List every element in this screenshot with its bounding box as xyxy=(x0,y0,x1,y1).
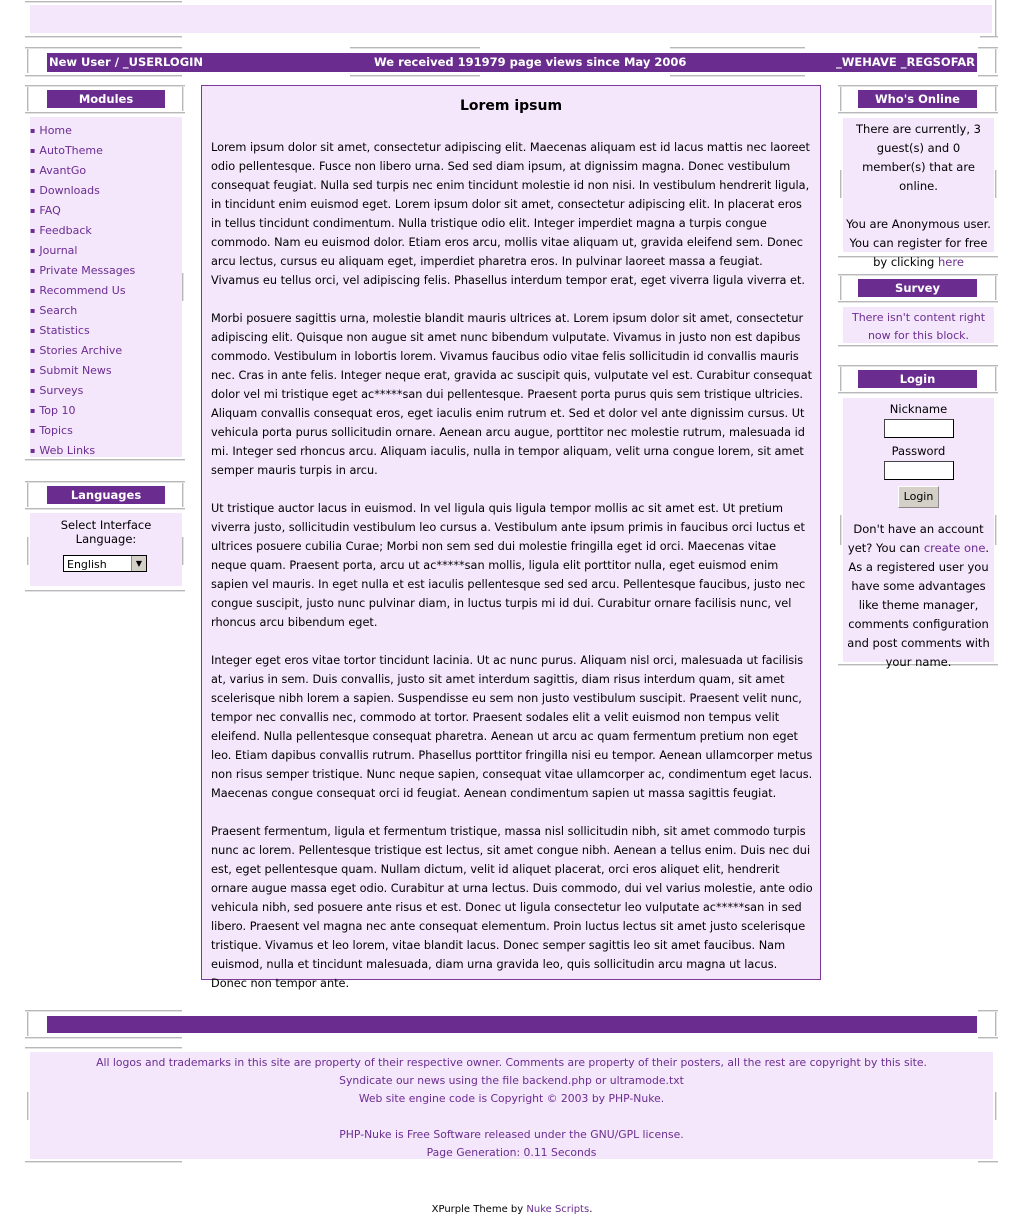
frame-line xyxy=(182,87,184,111)
frame-line xyxy=(838,345,998,347)
login-title: Login xyxy=(858,370,977,388)
bullet-icon: ▪ xyxy=(30,386,36,395)
chevron-down-icon[interactable]: ▼ xyxy=(131,556,146,571)
bullet-icon: ▪ xyxy=(30,266,36,275)
frame-line xyxy=(995,87,997,111)
frame-line xyxy=(25,1010,182,1012)
module-link[interactable]: Web Links xyxy=(39,444,96,457)
frame-line xyxy=(27,1092,29,1120)
footer-copyright-line: All logos and trademarks in this site are property of their respective owner. Comments are property of their posters, all the rest are copyright by this site. xyxy=(96,1056,927,1069)
frame-line xyxy=(995,1092,997,1120)
module-link[interactable]: Top 10 xyxy=(39,404,76,417)
module-item-surveys[interactable] xyxy=(30,381,182,401)
nickname-input[interactable] xyxy=(884,419,954,438)
frame-line xyxy=(182,483,184,507)
modules-list xyxy=(30,117,182,457)
bullet-icon: ▪ xyxy=(30,446,36,455)
bullet-icon: ▪ xyxy=(30,326,36,335)
frame-line xyxy=(670,47,805,49)
module-item-topics[interactable] xyxy=(30,421,182,441)
frame-line xyxy=(25,36,182,38)
bullet-icon: ▪ xyxy=(30,426,36,435)
languages-box xyxy=(30,513,182,586)
account-info-text xyxy=(843,508,994,672)
language-select-value: English xyxy=(67,558,107,571)
frame-line xyxy=(840,515,842,545)
nuke-scripts-link[interactable]: Nuke Scripts xyxy=(526,1204,590,1215)
bullet-icon: ▪ xyxy=(30,206,36,215)
module-item-faq[interactable] xyxy=(30,201,182,221)
module-link[interactable]: FAQ xyxy=(39,204,61,217)
bullet-icon: ▪ xyxy=(30,366,36,375)
module-item-avantgo[interactable] xyxy=(30,161,182,181)
module-link[interactable]: Private Messages xyxy=(39,264,136,277)
anonymous-text xyxy=(843,215,994,272)
frame-line xyxy=(840,276,842,300)
credit-suffix: . xyxy=(589,1204,593,1215)
language-select[interactable] xyxy=(63,555,147,572)
footer-bar xyxy=(47,1016,977,1033)
frame-line xyxy=(978,1037,998,1039)
module-item-home[interactable] xyxy=(30,121,182,141)
account-text-1: Don't have an account yet? You can xyxy=(847,522,984,555)
frame-line xyxy=(995,515,997,545)
frame-line xyxy=(27,1012,29,1036)
header-bar xyxy=(47,53,977,72)
frame-line xyxy=(27,483,29,507)
frame-line xyxy=(838,112,998,114)
frame-line xyxy=(670,75,805,77)
article-paragraph: Morbi posuere sagittis urna, molestie blandit mauris ultrices at. Lorem ipsum dolor sit amet, consectetur adipiscing elit. Quisque non augue sit amet nunc bibendum vulputate. Vivamus in justo non est dapibus commodo. Vestibulum in lobortis lorem. Vivamus faucibus odio vitae felis sollicitudin id convallis mauris nec. Cras in ante felis. Integer neque erat, gravida ac suscipit quis, vulputate vel est. Curabitur consequat dolor vel mi tristique eget ac*****san dui pellentesque. Praesent porta purus quis sem tristique ultricies. Aliquam convallis consequat eros, eget iaculis enim rutrum et. Sed et dolor vel ante dignissim cursus. Ut vehicula porta purus sollicitudin ornare. Aenean arcu augue, porttitor nec molestie rutrum, malesuada id mi. Integer sed rhoncus arcu. Aliquam iaculis, nulla in tempor aliquam, velit urna congue lorem, sit amet semper mauris turpis in arcu. xyxy=(211,312,813,477)
module-link[interactable]: AutoTheme xyxy=(39,144,103,157)
footer-license-line[interactable]: PHP-Nuke is Free Software released under the GNU/GPL license. xyxy=(339,1128,684,1141)
bullet-icon: ▪ xyxy=(30,166,36,175)
nickname-label: Nickname xyxy=(889,402,948,416)
top-banner xyxy=(30,5,992,33)
module-link[interactable]: Topics xyxy=(39,424,73,437)
frame-line xyxy=(25,508,185,510)
module-item-downloads[interactable] xyxy=(30,181,182,201)
frame-line xyxy=(838,392,998,394)
module-item-recommend-us[interactable] xyxy=(30,281,182,301)
module-item-feedback[interactable] xyxy=(30,221,182,241)
bullet-icon: ▪ xyxy=(30,346,36,355)
bullet-icon: ▪ xyxy=(30,126,36,135)
frame-line xyxy=(182,537,184,565)
frame-line xyxy=(25,1047,182,1049)
module-link[interactable]: Stories Archive xyxy=(39,344,123,357)
frame-line xyxy=(25,75,182,77)
module-item-statistics[interactable] xyxy=(30,321,182,341)
bullet-icon: ▪ xyxy=(30,186,36,195)
theme-credit xyxy=(0,1204,1024,1215)
article-paragraph: Lorem ipsum dolor sit amet, consectetur adipiscing elit. Maecenas aliquam est id lacus mattis nec laoreet odio pellentesque. Fusce non libero urna. Sed sed diam ipsum, at dignissim magna. Donec vestibulum consequat feugiat. Nulla sed turpis nec enim tincidunt molestie id non nisi. In vestibulum hendrerit ligula, in tincidunt enim euismod eget. Lorem ipsum dolor sit amet, consectetur adipiscing elit. In placerat eros in tellus tincidunt condimentum. Nulla tristique odio elit. Integer imperdiet magna a turpis congue commodo. Nam eu euismod dolor. Etiam eros arcu, mollis vitae aliquam ut, gravida eleifend sem. Donec arcu lectus, cursus eu aliquam eget, imperdiet pharetra eros. In pulvinar laoreet massa a feugiat. Vivamus eu tellus orci, vel adipiscing felis. Phasellus interdum tempor erat, eget viverra ligula viverra et. xyxy=(211,141,810,287)
frame-line xyxy=(838,301,998,303)
frame-line xyxy=(995,276,997,300)
module-item-top-10[interactable] xyxy=(30,401,182,421)
frame-line xyxy=(27,49,29,73)
module-item-private-messages[interactable] xyxy=(30,261,182,281)
language-label: Select Interface Language: xyxy=(60,518,152,546)
module-item-submit-news[interactable] xyxy=(30,361,182,381)
survey-title: Survey xyxy=(858,279,977,297)
main-article xyxy=(201,85,821,990)
login-button[interactable]: Login xyxy=(898,486,940,508)
article-paragraph: Integer eget eros vitae tortor tincidunt lacinia. Ut ac nunc purus. Aliquam nisl orci, malesuada ut facilisis at, varius in sem. Duis convallis, justo sit amet interdum sagittis, diam risus interdum quam, sit amet scelerisque nibh lorem a sapien. Suspendisse eu sem non justo vestibulum suscipit. Praesent velit nunc, tempor nec convallis nec, commodo at tortor. Praesent sodales elit a velit euismod non tempus velit eleifend. Nulla pellentesque consequat pharetra. Aenean ut arcu ac quam fermentum pretium non eget leo. Etiam dapibus convallis rutrum. Phasellus porttitor fringilla nisi eu tempor. Aenean ullamcorper metus non risus semper tristique. Nunc neque sapien, consequat vitae ullamcorper ac, condimentum eget lacus. Maecenas congue consequat orci id feugiat. Aenean condimentum sapien ut massa sagittis feugiat. xyxy=(211,654,813,800)
frame-line xyxy=(25,85,185,87)
frame-line xyxy=(27,87,29,111)
frame-line xyxy=(840,367,842,391)
page-views-text: We received 191979 page views since May 2006 xyxy=(374,55,687,69)
module-link[interactable]: Surveys xyxy=(39,384,84,397)
frame-line xyxy=(995,367,997,391)
module-link[interactable]: Downloads xyxy=(39,184,100,197)
credit-prefix: XPurple Theme by xyxy=(431,1204,524,1215)
frame-line xyxy=(25,1037,182,1039)
account-text-2: . As a registered user you have some advantages like theme manager, comments configuration and post comments with your name. xyxy=(847,541,990,669)
survey-box xyxy=(843,307,994,343)
modules-menu xyxy=(30,117,182,461)
module-link[interactable]: Recommend Us xyxy=(39,284,126,297)
article-body xyxy=(211,138,814,1012)
new-user-link[interactable]: New User / _USERLOGIN xyxy=(49,55,204,69)
module-item-journal[interactable] xyxy=(30,241,182,261)
bullet-icon: ▪ xyxy=(30,146,36,155)
modules-title: Modules xyxy=(47,90,165,108)
whos-online-title: Who's Online xyxy=(858,90,977,108)
frame-line xyxy=(980,36,998,38)
frame-line xyxy=(995,0,997,36)
password-input[interactable] xyxy=(884,461,954,480)
login-box xyxy=(843,398,994,669)
frame-line xyxy=(838,85,998,87)
register-here-link[interactable]: here xyxy=(937,255,964,269)
article-paragraph: Ut tristique auctor lacus in euismod. In vel ligula quis ligula tempor mollis ac sit amet est. Ut pretium viverra justo, sollicitudin vestibulum leo cursus a. Vestibulum ante ipsum primis in faucibus orci luctus et ultrices posuere cubilia Curae; Morbi non sem sed dui molestie fringilla eget id orci. Maecenas vitae neque quam. Praesent porta, arcu ut ac*****san mollis, ligula elit porttitor nulla, eget euismod enim sapien vel mauris. In eget nulla et est iaculis pellentesque sed sed arcu. Pellentesque faucibus, justo nec congue suscipit, justo nunc pulvinar diam, in luctus turpis mi id dui. Curabitur ornare facilisis nunc, vel rhoncus arcu bibendum eget. xyxy=(211,502,806,629)
bullet-icon: ▪ xyxy=(30,306,36,315)
module-item-search[interactable] xyxy=(30,301,182,321)
online-count-text: There are currently, 3 guest(s) and 0 member(s) that are online. xyxy=(856,122,981,193)
frame-line xyxy=(838,365,998,367)
frame-line xyxy=(25,112,185,114)
article-paragraph: Praesent fermentum, ligula et fermentum tristique, massa nisl sollicitudin nibh, sit amet commodo turpis nunc ac lorem. Pellentesque tristique est lectus, sit amet congue nibh. Aenean a tellus enim. Duis nec dui est, eget pellentesque quam. Nullam dictum, velit id aliquet placerat, orci eros aliquet elit, hendrerit ornare augue massa eget odio. Curabitur at urna lectus. Duis commodo, dui vel varius molestie, ante odio vehicula nibh, sed posuere ante risus et est. Donec ut ligula consectetur leo vulputate ac*****san in sed libero. Praesent vel magna nec ante consequat elementum. Proin luctus lectus sit amet justo scelerisque tristique. Vivamus et leo lorem, vitae blandit lacus. Donec semper sagittis leo sit amet faucibus. Nam euismod, nulla et tincidunt malesuada, diam urna gravida leo, quis sollicitudin arcu magna ut lacus. Donec non tempor ante. xyxy=(211,825,813,990)
whos-online-box xyxy=(843,118,994,269)
module-link[interactable]: Submit News xyxy=(39,364,112,377)
frame-line xyxy=(25,47,182,49)
registered-users-text: _WEHAVE _REGSOFAR xyxy=(835,55,975,69)
bullet-icon: ▪ xyxy=(30,246,36,255)
frame-line xyxy=(25,481,185,483)
module-item-web-links[interactable] xyxy=(30,441,182,461)
frame-line xyxy=(995,49,997,73)
footer-page-generation: Page Generation: 0.11 Seconds xyxy=(426,1146,597,1159)
survey-empty-text: There isn't content right now for this block. xyxy=(851,311,986,342)
module-link[interactable]: Search xyxy=(39,304,78,317)
module-item-autotheme[interactable] xyxy=(30,141,182,161)
frame-line xyxy=(350,47,480,49)
module-link[interactable]: Statistics xyxy=(39,324,90,337)
module-link[interactable]: Journal xyxy=(39,244,78,257)
frame-line xyxy=(350,75,480,77)
bullet-icon: ▪ xyxy=(30,406,36,415)
module-link[interactable]: AvantGo xyxy=(39,164,87,177)
frame-line xyxy=(25,1,182,3)
password-label: Password xyxy=(891,444,946,458)
footer-engine-line[interactable]: Web site engine code is Copyright © 2003 by PHP-Nuke. xyxy=(358,1092,665,1105)
module-link[interactable]: Home xyxy=(39,124,72,137)
module-link[interactable]: Feedback xyxy=(39,224,92,237)
frame-line xyxy=(978,75,998,77)
bullet-icon: ▪ xyxy=(30,286,36,295)
frame-line xyxy=(995,170,997,198)
article-title: Lorem ipsum xyxy=(459,98,563,114)
frame-line xyxy=(182,273,184,301)
languages-title: Languages xyxy=(47,486,165,504)
footer-box xyxy=(30,1052,993,1159)
frame-line xyxy=(27,537,29,565)
frame-line xyxy=(838,274,998,276)
bullet-icon: ▪ xyxy=(30,226,36,235)
frame-line xyxy=(840,170,842,198)
module-item-stories-archive[interactable] xyxy=(30,341,182,361)
frame-line xyxy=(25,590,185,592)
create-account-link[interactable]: create one xyxy=(923,541,986,555)
footer-syndicate-line[interactable]: Syndicate our news using the file backend.php or ultramode.txt xyxy=(339,1074,684,1087)
frame-line xyxy=(840,87,842,111)
anonymous-message: You are Anonymous user. You can register for free by clicking xyxy=(846,217,991,269)
frame-line xyxy=(995,1012,997,1036)
